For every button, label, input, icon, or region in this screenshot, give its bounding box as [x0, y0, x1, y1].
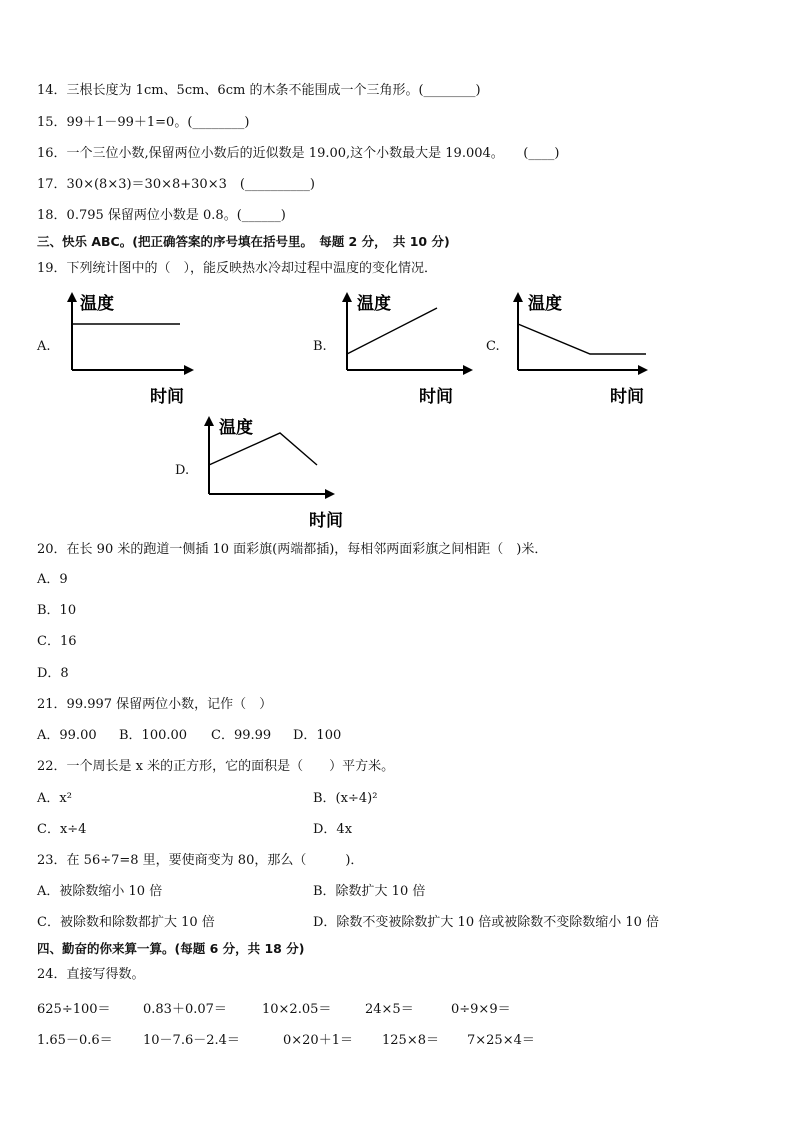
calc-r1-2: 0.83＋0.07＝: [143, 1002, 227, 1017]
graph-d-xlabel: 时间: [309, 511, 343, 531]
graph-d-label: D.: [175, 463, 190, 478]
graph-b: [335, 288, 485, 408]
graph-a-label: A.: [37, 339, 51, 354]
question-20: 20．在长 90 米的跑道一侧插 10 面彩旗(两端都插)，每相邻两面彩旗之间相距（ )米．: [37, 542, 548, 557]
question-21: 21．99.997 保留两位小数，记作（ ）: [37, 697, 273, 712]
graph-a-ylabel: 温度: [80, 294, 114, 314]
graph-c-ylabel: 温度: [528, 294, 562, 314]
q20-option-b: B．10: [37, 603, 77, 618]
q21-option-d: D．100: [293, 728, 342, 743]
graph-b-line: [347, 308, 437, 354]
calc-r2-1: 1.65－0.6＝: [37, 1033, 113, 1048]
q23-option-b: B．除数扩大 10 倍: [313, 884, 426, 899]
q21-option-a: A．99.00: [37, 728, 97, 743]
question-14: 14．三根长度为 1cm、5cm、6cm 的木条不能围成一个三角形。(________): [37, 83, 481, 98]
q20-option-a: A．9: [37, 572, 68, 587]
calc-r1-5: 0÷9×9＝: [451, 1002, 511, 1017]
q20-option-d: D．8: [37, 666, 69, 681]
section-3-heading: 三、快乐 ABC。(把正确答案的序号填在括号里。 每题 2 分， 共 10 分): [37, 234, 450, 249]
question-19: 19．下列统计图中的（ ），能反映热水冷却过程中温度的变化情况．: [37, 261, 438, 276]
graph-c-label: C.: [486, 339, 500, 354]
calc-r1-4: 24×5＝: [365, 1002, 414, 1017]
q21-option-c: C．99.99: [211, 728, 272, 743]
graph-a-xlabel: 时间: [150, 387, 184, 407]
graph-d-ylabel: 温度: [219, 418, 253, 438]
calc-r2-5: 7×25×4＝: [467, 1033, 535, 1048]
graph-c-line: [518, 324, 646, 354]
calc-r2-4: 125×8＝: [382, 1033, 439, 1048]
q22-option-b: B．(x÷4)²: [313, 791, 378, 806]
q23-option-d: D．除数不变被除数扩大 10 倍或被除数不变除数缩小 10 倍: [313, 915, 660, 930]
graph-b-label: B.: [313, 339, 327, 354]
graph-d: [197, 412, 347, 534]
calc-r1-3: 10×2.05＝: [262, 1002, 332, 1017]
graph-b-xlabel: 时间: [419, 387, 453, 407]
question-23: 23．在 56÷7=8 里，要使商变为 80，那么（ )．: [37, 853, 364, 868]
calc-r2-2: 10－7.6－2.4＝: [143, 1033, 240, 1048]
calc-r2-3: 0×20＋1＝: [283, 1033, 353, 1048]
question-18: 18．0.795 保留两位小数是 0.8。(______): [37, 208, 286, 223]
question-16: 16．一个三位小数,保留两位小数后的近似数是 19.00,这个小数最大是 19.004。 (____): [37, 146, 560, 161]
question-17: 17．30×(8×3)＝30×8+30×3 (__________): [37, 177, 316, 192]
q22-option-d: D．4x: [313, 822, 353, 837]
q23-option-a: A．被除数缩小 10 倍: [37, 884, 163, 899]
q22-option-c: C．x÷4: [37, 822, 87, 837]
q21-option-b: B．100.00: [119, 728, 188, 743]
calc-r1-1: 625÷100＝: [37, 1002, 111, 1017]
question-24: 24．直接写得数。: [37, 967, 145, 982]
question-22: 22．一个周长是 x 米的正方形，它的面积是（ ）平方米。: [37, 759, 395, 774]
question-15: 15．99＋1－99＋1=0。(________): [37, 115, 250, 130]
q20-option-c: C．16: [37, 634, 77, 649]
graph-c-xlabel: 时间: [610, 387, 644, 407]
q22-option-a: A．x²: [37, 791, 72, 806]
graph-c: [506, 288, 666, 408]
graph-a: [60, 288, 210, 408]
q23-option-c: C．被除数和除数都扩大 10 倍: [37, 915, 215, 930]
section-4-heading: 四、勤奋的你来算一算。(每题 6 分，共 18 分): [37, 941, 305, 956]
graph-b-ylabel: 温度: [357, 294, 391, 314]
